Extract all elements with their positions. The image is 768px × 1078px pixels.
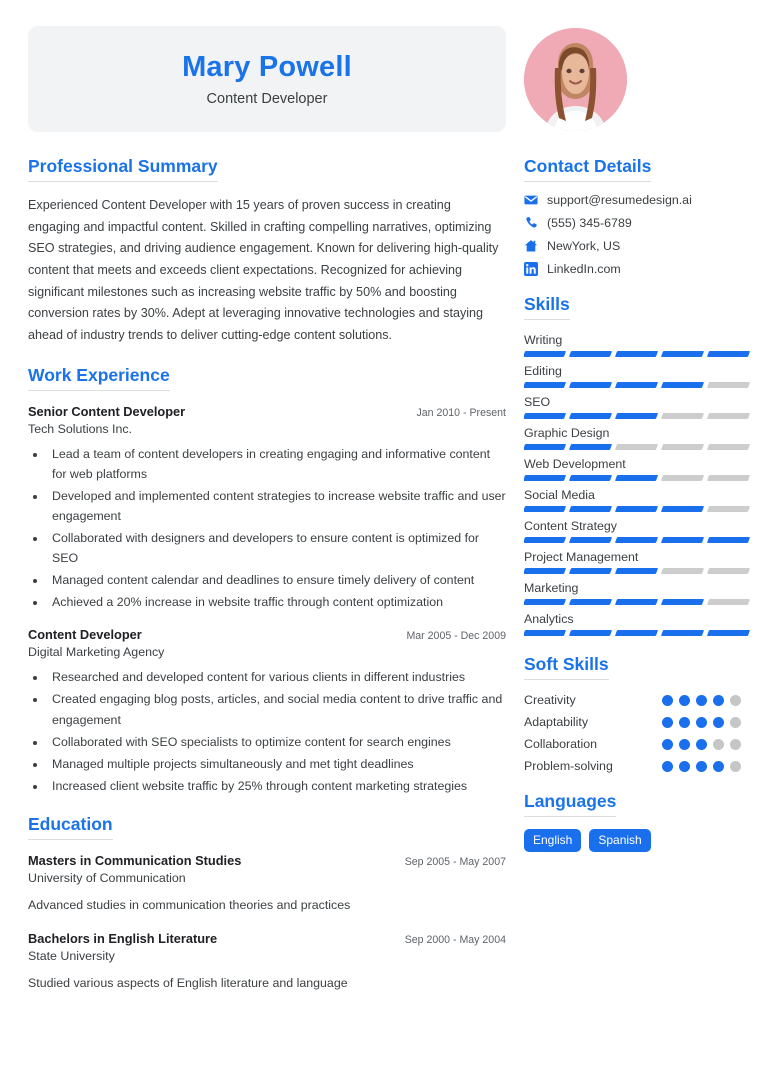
section-work-experience: [28, 365, 506, 796]
avatar: [524, 28, 627, 131]
experience-bullets: [47, 667, 506, 796]
skill-segment: [569, 568, 612, 574]
contact-value: (555) 345-6789: [547, 216, 632, 230]
education-date: Sep 2005 - May 2007: [404, 855, 506, 868]
skill-segment: [569, 630, 612, 636]
skill-level-bar: [524, 568, 754, 574]
skill-segment: [524, 630, 566, 636]
experience-date: Mar 2005 - Dec 2009: [406, 630, 506, 643]
skill-segment: [615, 537, 658, 543]
skill-level-bar: [524, 413, 754, 419]
experience-bullet: • Created engaging blog posts, articles, and social media content to drive traffic and engagement: [47, 689, 506, 729]
soft-skill-dot: [696, 739, 707, 750]
skill-item: [524, 364, 754, 388]
soft-skill-name: Creativity: [524, 693, 576, 707]
skill-item: [524, 395, 754, 419]
skill-name: Project Management: [524, 550, 639, 564]
soft-skill-item: [524, 759, 754, 773]
skill-item: [524, 550, 754, 574]
skill-segment: [524, 351, 566, 357]
experience-bullet: • Lead a team of content developers in creating engaging and informative content for web platforms: [47, 444, 506, 484]
soft-skill-item: [524, 693, 754, 707]
skill-segment: [661, 599, 704, 605]
section-title: Education: [28, 814, 113, 840]
soft-skill-dot: [713, 717, 724, 728]
skill-segment: [615, 444, 658, 450]
soft-skill-dot: [679, 761, 690, 772]
soft-skill-dot: [730, 761, 741, 772]
section-education: [28, 814, 506, 994]
skill-segment: [615, 568, 658, 574]
education-school: State University: [28, 948, 115, 963]
skill-item: [524, 612, 754, 636]
education-entry: [28, 853, 506, 916]
experience-list: [28, 404, 506, 796]
languages-list: [524, 829, 754, 852]
soft-skill-rating: [662, 761, 744, 772]
experience-bullets: [47, 444, 506, 613]
skill-segment: [569, 351, 612, 357]
soft-skill-dot: [696, 761, 707, 772]
soft-skill-dot: [713, 739, 724, 750]
experience-position: Content Developer: [28, 627, 142, 643]
skill-level-bar: [524, 537, 754, 543]
resume-body: [28, 156, 744, 1012]
soft-skill-name: Adaptability: [524, 715, 589, 729]
skill-segment: [661, 630, 704, 636]
skill-level-bar: [524, 475, 754, 481]
skill-segment: [569, 475, 612, 481]
soft-skill-dot: [662, 695, 673, 706]
job-title: Content Developer: [206, 91, 328, 108]
experience-date: Jan 2010 - Present: [416, 406, 506, 419]
left-column: [28, 156, 506, 1012]
experience-bullet: • Achieved a 20% increase in website traffic through content optimization: [47, 592, 506, 612]
experience-entry: [28, 404, 506, 613]
skill-name: Social Media: [524, 488, 595, 502]
soft-skill-dot: [730, 695, 741, 706]
linkedin-icon: [524, 262, 538, 276]
contact-value: NewYork, US: [547, 239, 621, 253]
skill-segment: [661, 475, 704, 481]
skill-item: [524, 488, 754, 512]
skill-name: SEO: [524, 395, 551, 409]
contact-row[interactable]: [524, 216, 754, 230]
skill-item: [524, 426, 754, 450]
home-icon: [524, 239, 538, 253]
skill-segment: [569, 444, 612, 450]
section-professional-summary: [28, 156, 506, 347]
soft-skill-dot: [662, 761, 673, 772]
experience-company: Tech Solutions Inc.: [28, 421, 133, 436]
skill-segment: [569, 599, 612, 605]
experience-company: Digital Marketing Agency: [28, 645, 165, 660]
skill-level-bar: [524, 382, 754, 388]
skill-segment: [707, 444, 750, 450]
skill-segment: [524, 537, 566, 543]
section-soft-skills: [524, 654, 754, 773]
skill-segment: [661, 351, 704, 357]
skill-segment: [569, 506, 612, 512]
skill-segment: [524, 475, 566, 481]
soft-skill-name: Problem-solving: [524, 759, 613, 773]
experience-bullet: • Collaborated with designers and developers to ensure content is optimized for SEO: [47, 528, 506, 568]
experience-entry: [28, 627, 506, 796]
skill-segment: [615, 475, 658, 481]
skill-segment: [707, 568, 750, 574]
skill-segment: [615, 630, 658, 636]
profile-photo-icon: [524, 28, 627, 131]
skill-segment: [707, 475, 750, 481]
soft-skill-dot: [713, 761, 724, 772]
skill-level-bar: [524, 599, 754, 605]
skill-segment: [707, 351, 750, 357]
skill-segment: [615, 351, 658, 357]
skill-segment: [524, 599, 566, 605]
phone-icon: [524, 216, 538, 230]
skill-item: [524, 519, 754, 543]
skill-segment: [524, 413, 566, 419]
education-date: Sep 2000 - May 2004: [404, 933, 506, 946]
language-tag[interactable]: English: [524, 829, 581, 852]
skill-level-bar: [524, 630, 754, 636]
resume-header: [28, 26, 744, 132]
skill-segment: [661, 413, 704, 419]
skill-name: Analytics: [524, 612, 574, 626]
experience-bullet: • Managed content calendar and deadlines to ensure timely delivery of content: [47, 570, 506, 590]
soft-skill-dot: [713, 695, 724, 706]
section-contact-details: [524, 156, 754, 276]
soft-skill-dot: [679, 739, 690, 750]
skill-segment: [661, 444, 704, 450]
skill-segment: [615, 599, 658, 605]
contact-row[interactable]: [524, 193, 754, 207]
skill-segment: [707, 599, 750, 605]
education-description: Advanced studies in communication theories and practices: [28, 897, 351, 912]
skills-list: [524, 333, 754, 636]
soft-skill-dot: [696, 695, 707, 706]
contact-value: support@resumedesign.ai: [547, 193, 692, 207]
section-title: Skills: [524, 294, 570, 320]
soft-skill-dot: [662, 717, 673, 728]
right-column: [524, 156, 754, 870]
education-description: Studied various aspects of English literature and language: [28, 975, 348, 990]
section-title: Soft Skills: [524, 654, 609, 680]
soft-skill-dot: [696, 717, 707, 728]
skill-level-bar: [524, 444, 754, 450]
skill-item: [524, 581, 754, 605]
contact-value: LinkedIn.com: [547, 262, 621, 276]
experience-position: Senior Content Developer: [28, 403, 186, 419]
skill-segment: [707, 537, 750, 543]
name-card: [28, 26, 506, 132]
section-title: Languages: [524, 791, 616, 817]
envelope-icon: [524, 193, 538, 207]
section-languages: [524, 791, 754, 852]
skill-name: Graphic Design: [524, 426, 610, 440]
skill-segment: [524, 382, 566, 388]
skill-name: Marketing: [524, 581, 579, 595]
soft-skills-list: [524, 693, 754, 773]
skill-level-bar: [524, 351, 754, 357]
skill-segment: [524, 568, 566, 574]
soft-skill-dot: [730, 739, 741, 750]
soft-skill-dot: [730, 717, 741, 728]
skill-name: Web Development: [524, 457, 626, 471]
skill-segment: [569, 382, 612, 388]
section-skills: [524, 294, 754, 636]
experience-bullet: • Increased client website traffic by 25% through content marketing strategies: [47, 776, 506, 796]
soft-skill-dot: [679, 695, 690, 706]
section-title: Professional Summary: [28, 156, 218, 182]
soft-skill-item: [524, 737, 754, 751]
full-name: Mary Powell: [182, 50, 352, 83]
skill-segment: [707, 630, 750, 636]
soft-skill-dot: [662, 739, 673, 750]
skill-segment: [615, 382, 658, 388]
language-tag[interactable]: Spanish: [589, 829, 650, 852]
skill-segment: [707, 413, 750, 419]
skill-segment: [661, 382, 704, 388]
education-school: University of Communication: [28, 870, 186, 885]
section-title: Contact Details: [524, 156, 651, 182]
education-degree: Masters in Communication Studies: [28, 852, 242, 868]
skill-segment: [569, 537, 612, 543]
soft-skill-name: Collaboration: [524, 737, 598, 751]
experience-bullet: • Developed and implemented content strategies to increase website traffic and user engagement: [47, 486, 506, 526]
skill-segment: [569, 413, 612, 419]
skill-item: [524, 333, 754, 357]
skill-segment: [661, 506, 704, 512]
skill-segment: [707, 506, 750, 512]
contact-row[interactable]: [524, 262, 754, 276]
section-title: Work Experience: [28, 365, 170, 391]
skill-segment: [524, 444, 566, 450]
education-degree: Bachelors in English Literature: [28, 930, 218, 946]
skill-name: Content Strategy: [524, 519, 617, 533]
soft-skill-item: [524, 715, 754, 729]
soft-skill-dot: [679, 717, 690, 728]
experience-bullet: • Managed multiple projects simultaneously and met tight deadlines: [47, 754, 506, 774]
skill-segment: [661, 568, 704, 574]
contact-list: [524, 193, 754, 276]
skill-segment: [615, 413, 658, 419]
skill-segment: [707, 382, 750, 388]
education-entry: [28, 931, 506, 994]
skill-segment: [524, 506, 566, 512]
contact-row[interactable]: [524, 239, 754, 253]
skill-name: Writing: [524, 333, 563, 347]
skill-segment: [661, 537, 704, 543]
skill-item: [524, 457, 754, 481]
experience-bullet: • Researched and developed content for various clients in different industries: [47, 667, 506, 687]
soft-skill-rating: [662, 695, 744, 706]
summary-text: Experienced Content Developer with 15 years of proven success in creating engaging and impactful content. Skilled in crafting compelling narratives, optimizing SEO strategies, and driving audience engagement. Known for delivering high-quality content that meets and exceeds client expectations. Recognized for achieving significant milestones such as increasing website traffic by 50% and boosting conversion rates by 30%. Adept at leveraging innovative technologies and staying ahead of industry trends to deliver cutting-edge content solutions.: [28, 198, 499, 342]
skill-level-bar: [524, 506, 754, 512]
education-list: [28, 853, 506, 994]
soft-skill-rating: [662, 717, 744, 728]
skill-segment: [615, 506, 658, 512]
soft-skill-rating: [662, 739, 744, 750]
skill-name: Editing: [524, 364, 562, 378]
experience-bullet: • Collaborated with SEO specialists to optimize content for search engines: [47, 732, 506, 752]
